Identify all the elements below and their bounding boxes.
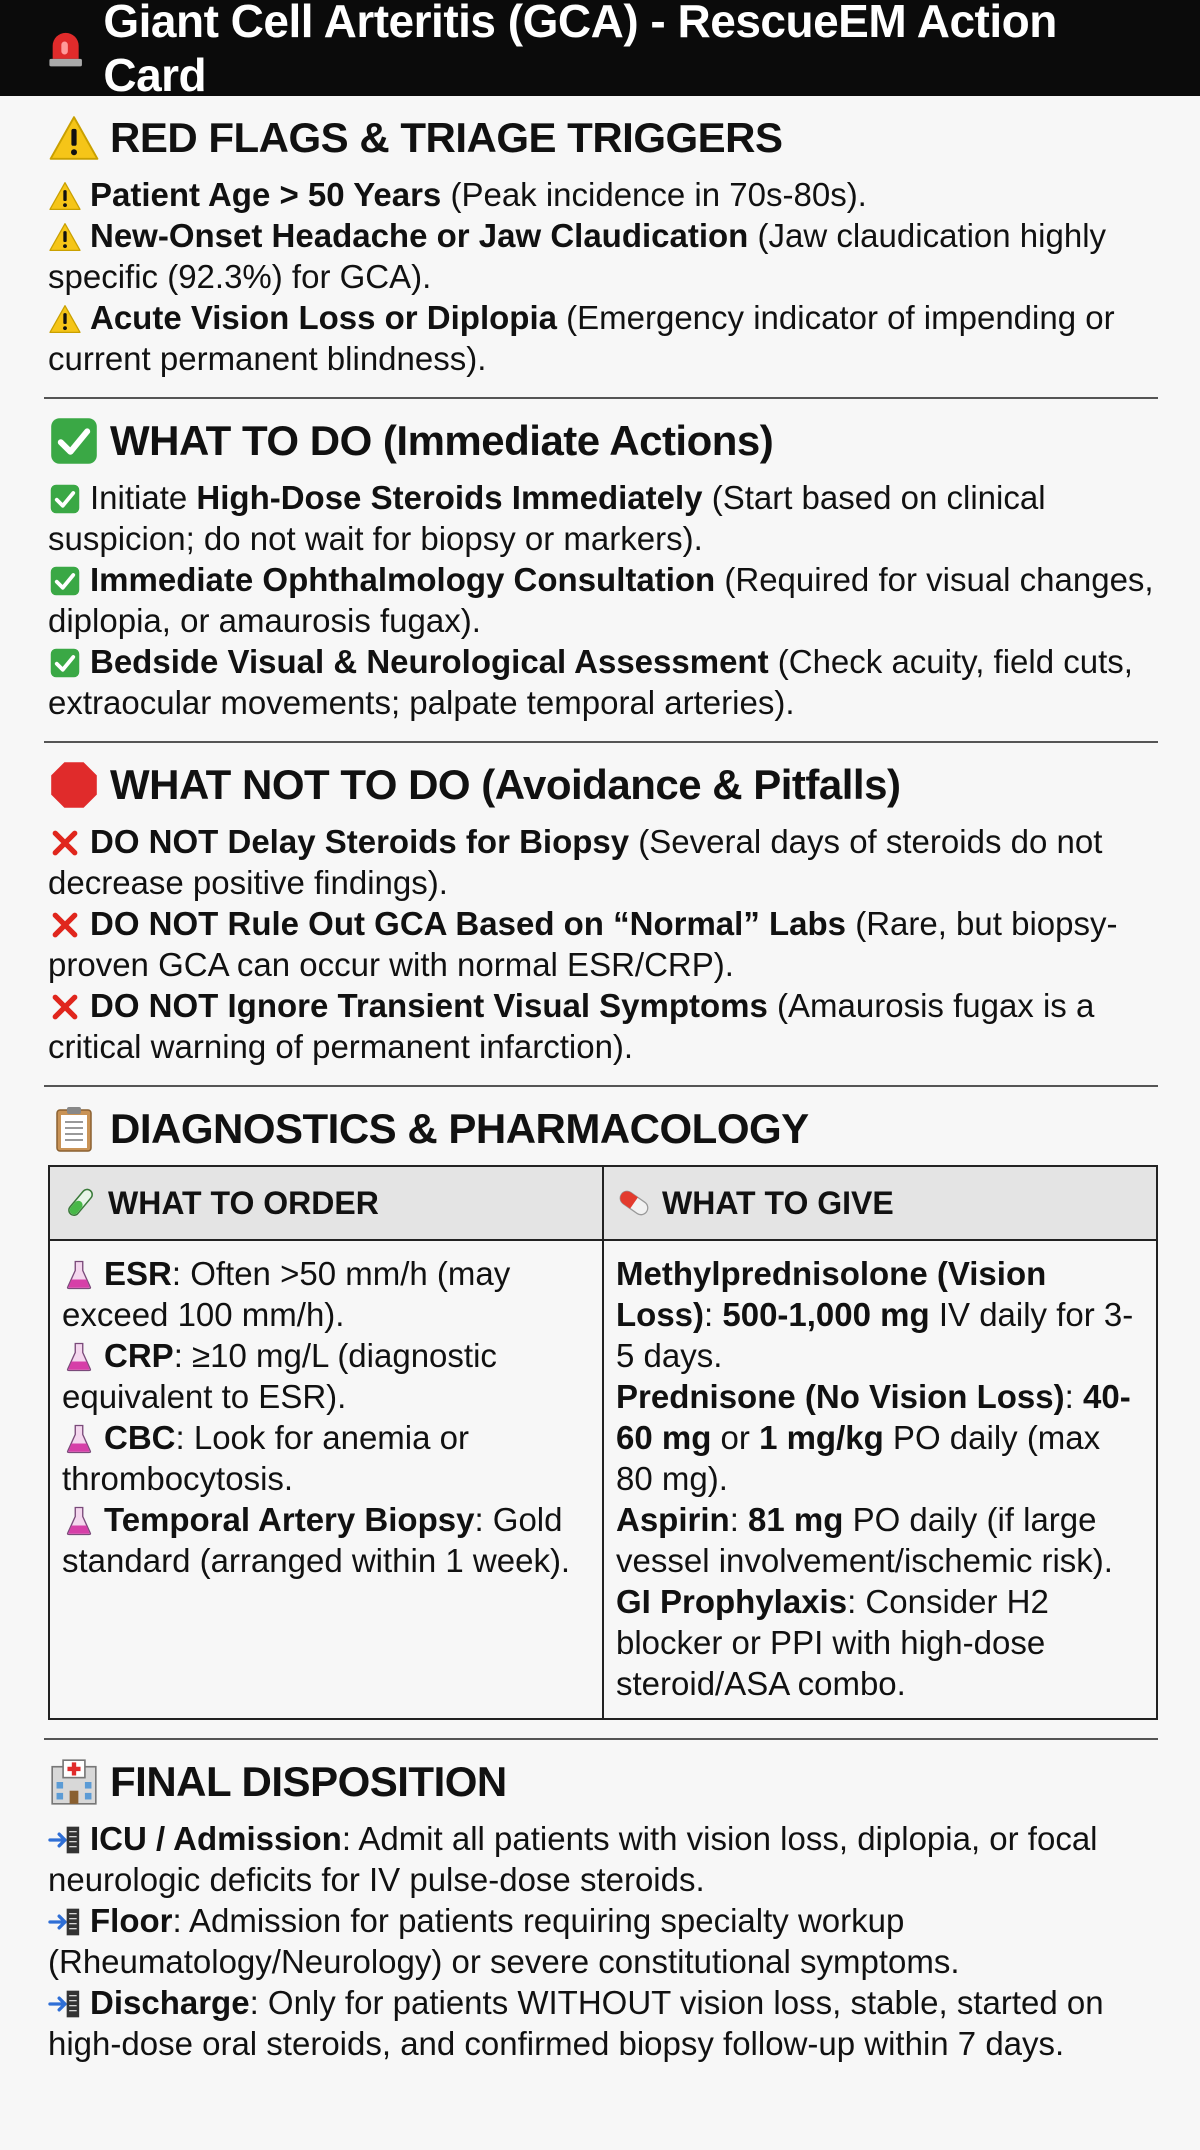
siren-icon	[44, 26, 87, 70]
give-item	[616, 1376, 1146, 1499]
hospital-icon	[48, 1758, 100, 1806]
item-text: (Several days of steroids do not decrease positive findings).	[48, 823, 1103, 901]
give-item	[616, 1499, 1146, 1581]
drug-name: GI Prophylaxis	[616, 1583, 848, 1620]
list-item	[48, 477, 1158, 559]
list-item	[48, 559, 1158, 641]
list-item	[48, 215, 1158, 297]
item-text: (Start based on clinical suspicion; do not wait for biopsy or markers).	[48, 479, 1046, 557]
section-heading	[48, 1758, 1158, 1806]
item-bold: DO NOT Ignore Transient Visual Symptoms	[90, 987, 768, 1024]
order-item	[62, 1335, 592, 1417]
list-item	[48, 821, 1158, 903]
item-text: (Amaurosis fugax is a critical warning of permanent infarction).	[48, 987, 1095, 1065]
drug-dose: 81 mg	[748, 1501, 844, 1538]
diagnostics-title: DIAGNOSTICS & PHARMACOLOGY	[110, 1105, 809, 1152]
item-bold: High-Dose Steroids Immediately	[196, 479, 703, 516]
item-bold: Discharge	[90, 1984, 250, 2021]
drug-name: Aspirin	[616, 1501, 730, 1538]
item-bold: Floor	[90, 1902, 173, 1939]
warning-icon	[48, 222, 82, 252]
list-item	[48, 985, 1158, 1067]
entry-arrow-icon	[48, 1907, 82, 1937]
item-bold: ICU / Admission	[90, 1820, 342, 1857]
item-text: : Often >50 mm/h (may exceed 100 mm/h).	[62, 1255, 511, 1333]
item-bold: CBC	[104, 1419, 176, 1456]
item-text: : Look for anemia or thrombocytosis.	[62, 1419, 469, 1497]
item-bold: Immediate Ophthalmology Consultation	[90, 561, 716, 598]
item-text: : Gold standard (arranged within 1 week).	[62, 1501, 571, 1579]
red-flags-section	[44, 96, 1158, 399]
what-not-to-do-section	[44, 743, 1158, 1087]
list-item	[48, 1818, 1158, 1900]
card-title: Giant Cell Arteritis (GCA) - RescueEM Action Card	[103, 0, 1057, 101]
what-to-do-section	[44, 399, 1158, 743]
item-text: (Emergency indicator of impending or current permanent blindness).	[48, 299, 1115, 377]
diagnostics-section	[44, 1087, 1158, 1740]
item-text: (Rare, but biopsy-proven GCA can occur with normal ESR/CRP).	[48, 905, 1118, 983]
column-header-order	[49, 1166, 603, 1240]
test-tube-icon	[60, 1186, 100, 1220]
section-heading	[48, 417, 1158, 465]
section-heading	[48, 114, 1158, 162]
drug-name: Methylprednisolone (Vision Loss)	[616, 1255, 1047, 1333]
check-icon	[48, 417, 100, 465]
cross-icon	[48, 828, 82, 858]
section-heading	[48, 761, 1158, 809]
check-icon	[48, 484, 82, 514]
diagnostics-table	[48, 1165, 1158, 1720]
item-text: PO daily (max 80 mg).	[616, 1419, 1101, 1497]
item-text: : Consider H2 blocker or PPI with high-dose steroid/ASA combo.	[616, 1583, 1049, 1702]
drug-dose: 500-1,000 mg	[722, 1296, 930, 1333]
warning-icon	[48, 304, 82, 334]
card-header	[0, 0, 1200, 101]
flask-icon	[62, 1424, 96, 1454]
item-bold: CRP	[104, 1337, 174, 1374]
item-bold: DO NOT Delay Steroids for Biopsy	[90, 823, 630, 860]
column-header-label: WHAT TO GIVE	[662, 1184, 894, 1221]
item-prefix: Initiate	[90, 479, 197, 516]
order-item	[62, 1417, 592, 1499]
list-item	[48, 174, 1158, 215]
list-item	[48, 641, 1158, 723]
item-bold: New-Onset Headache or Jaw Claudication	[90, 217, 749, 254]
item-text: :	[1064, 1378, 1083, 1415]
pill-icon	[614, 1186, 654, 1220]
drug-dose: 1 mg/kg	[759, 1419, 884, 1456]
item-text: or	[711, 1419, 760, 1456]
warning-icon	[48, 114, 100, 162]
item-text: (Check acuity, field cuts, extraocular movements; palpate temporal arteries).	[48, 643, 1133, 721]
entry-arrow-icon	[48, 1825, 82, 1855]
item-bold: Temporal Artery Biopsy	[104, 1501, 475, 1538]
give-item	[616, 1253, 1146, 1376]
drug-dose: 40-60 mg	[616, 1378, 1131, 1456]
item-text: PO daily (if large vessel involvement/ischemic risk).	[616, 1501, 1113, 1579]
section-heading	[48, 1105, 1158, 1153]
flask-icon	[62, 1342, 96, 1372]
item-bold: Acute Vision Loss or Diplopia	[90, 299, 557, 336]
item-text: :	[704, 1296, 723, 1333]
what-to-do-title: WHAT TO DO (Immediate Actions)	[110, 417, 774, 464]
list-item	[48, 297, 1158, 379]
stop-icon	[48, 761, 100, 809]
cross-icon	[48, 910, 82, 940]
disposition-section	[44, 1740, 1158, 2082]
column-header-give	[603, 1166, 1157, 1240]
what-not-to-do-title: WHAT NOT TO DO (Avoidance & Pitfalls)	[110, 761, 901, 808]
item-text: IV daily for 3-5 days.	[616, 1296, 1134, 1374]
give-cell	[603, 1240, 1157, 1719]
item-text: (Jaw claudication highly specific (92.3%) for GCA).	[48, 217, 1107, 295]
item-text: : Admission for patients requiring specialty workup (Rheumatology/Neurology) or severe constitutional symptoms.	[48, 1902, 960, 1980]
check-icon	[48, 648, 82, 678]
order-item	[62, 1499, 592, 1581]
cross-icon	[48, 992, 82, 1022]
warning-icon	[48, 181, 82, 211]
order-item	[62, 1253, 592, 1335]
list-item	[48, 903, 1158, 985]
red-flags-title: RED FLAGS & TRIAGE TRIGGERS	[110, 114, 783, 161]
item-text: (Peak incidence in 70s-80s).	[441, 176, 867, 213]
list-item	[48, 1982, 1158, 2064]
item-bold: ESR	[104, 1255, 172, 1292]
item-text: :	[729, 1501, 749, 1538]
flask-icon	[62, 1506, 96, 1536]
item-text: : Admit all patients with vision loss, diplopia, or focal neurologic deficits for IV pulse-dose steroids.	[48, 1820, 1098, 1898]
flask-icon	[62, 1260, 96, 1290]
list-item	[48, 1900, 1158, 1982]
drug-name: Prednisone (No Vision Loss)	[616, 1378, 1065, 1415]
clipboard-icon	[48, 1105, 100, 1153]
column-header-label: WHAT TO ORDER	[108, 1184, 379, 1221]
item-text: : ≥10 mg/L (diagnostic equivalent to ESR).	[62, 1337, 497, 1415]
item-text: (Required for visual changes, diplopia, or amaurosis fugax).	[48, 561, 1154, 639]
item-text: : Only for patients WITHOUT vision loss, stable, started on high-dose oral steroids, and confirmed biopsy follow-up within 7 days.	[48, 1984, 1104, 2062]
disposition-title: FINAL DISPOSITION	[110, 1758, 507, 1805]
give-item	[616, 1581, 1146, 1704]
entry-arrow-icon	[48, 1989, 82, 2019]
check-icon	[48, 566, 82, 596]
item-bold: Bedside Visual & Neurological Assessment	[90, 643, 769, 680]
item-bold: Patient Age > 50 Years	[90, 176, 442, 213]
item-bold: DO NOT Rule Out GCA Based on “Normal” Labs	[90, 905, 847, 942]
order-cell	[49, 1240, 603, 1719]
